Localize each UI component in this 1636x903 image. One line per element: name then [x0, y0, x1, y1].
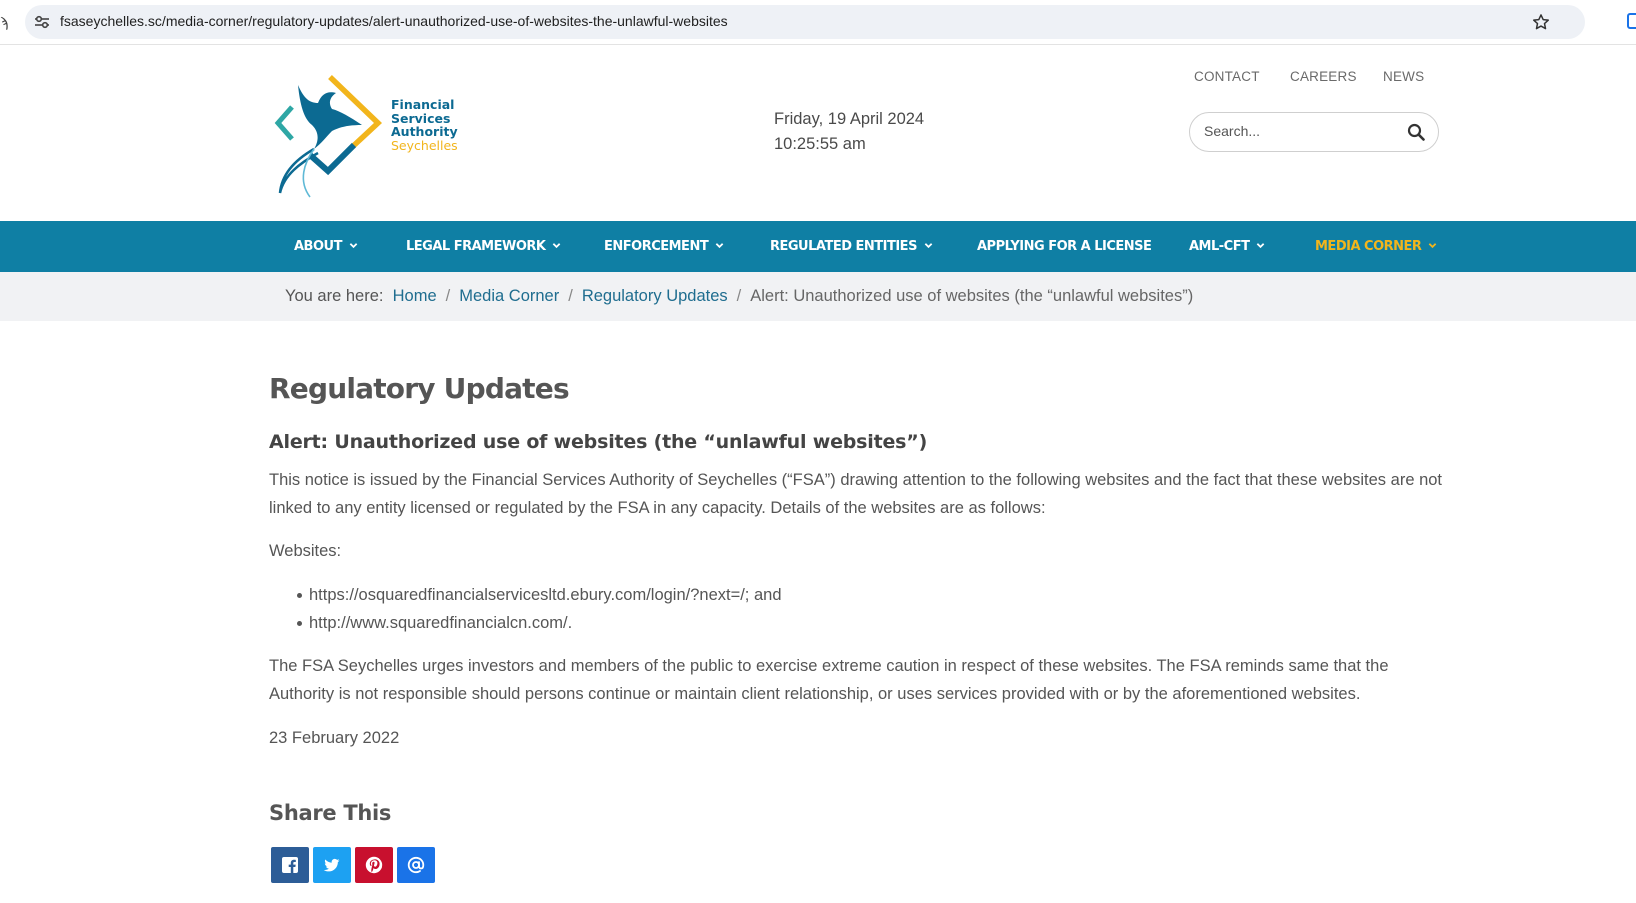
extension-icon[interactable] [1627, 12, 1636, 32]
breadcrumb-prefix: You are here: [285, 287, 384, 305]
websites-list [309, 581, 782, 637]
browser-left-edge: ϡ [0, 14, 9, 30]
share-facebook-button[interactable] [271, 847, 309, 883]
intro-paragraph: This notice is issued by the Financial Services Authority of Seychelles (“FSA”) drawing attention to the following websites and the fact that these websites are not linked to any entity licensed or regulated by the FSA in any capacity. Details of the websites are as follows: [269, 471, 1443, 517]
logo-line-3: Authority [391, 124, 458, 139]
top-link-news[interactable]: NEWS [1383, 69, 1425, 84]
top-link-careers[interactable]: CAREERS [1290, 69, 1357, 84]
header-datetime [774, 107, 924, 157]
breadcrumb-current: Alert: Unauthorized use of websites (the “unlawful websites”) [750, 287, 1194, 305]
chevron-down-icon [552, 241, 561, 250]
nav-item-legal-framework[interactable] [406, 221, 561, 272]
breadcrumb-separator: / [445, 287, 451, 305]
nav-item-applying-for-a-license[interactable] [977, 221, 1151, 272]
browser-address-bar [0, 0, 1636, 45]
facebook-icon [281, 856, 299, 874]
chevron-down-icon [924, 241, 933, 250]
url-pill[interactable] [25, 5, 1585, 39]
article-title: Alert: Unauthorized use of websites (the “unlawful websites”) [269, 431, 928, 453]
chevron-down-icon [349, 241, 358, 250]
logo-line-2: Services [391, 110, 451, 126]
nav-item-aml-cft[interactable] [1189, 221, 1265, 272]
pinterest-icon [365, 856, 383, 874]
search-box [1189, 112, 1439, 152]
nav-label-legal-framework: LEGAL FRAMEWORK [406, 239, 546, 254]
list-item: https://osquaredfinancialservicesltd.ebury.com/login/?next=/; and [309, 581, 782, 609]
breadcrumb-link-regulatory-updates[interactable]: Regulatory Updates [581, 287, 728, 305]
nav-item-regulated-entities[interactable] [770, 221, 933, 272]
nav-label-about: ABOUT [294, 239, 342, 254]
logo-line-4: Seychelles [391, 137, 458, 153]
bookmark-star-icon[interactable] [1531, 12, 1551, 32]
url-text[interactable]: fsaseychelles.sc/media-corner/regulatory-updates/alert-unauthorized-use-of-websites-the-unlawful-websites [60, 13, 728, 29]
page-title: Regulatory Updates [269, 372, 569, 405]
nav-item-enforcement[interactable] [604, 221, 724, 272]
logo-wordmark[interactable] [391, 98, 458, 152]
search-input[interactable] [1204, 123, 1394, 139]
websites-label: Websites: [269, 542, 342, 560]
share-email-button[interactable] [397, 847, 435, 883]
breadcrumb-separator: / [568, 287, 573, 305]
breadcrumb-link-home[interactable]: Home [392, 287, 437, 305]
chevron-down-icon [1428, 241, 1437, 250]
email-icon [407, 856, 425, 874]
chevron-down-icon [1256, 241, 1265, 250]
breadcrumb-link-media-corner[interactable]: Media Corner [459, 287, 560, 305]
logo-line-1: Financial [391, 97, 455, 112]
main-nav [0, 221, 1636, 272]
nav-label-media-corner: MEDIA CORNER [1315, 239, 1422, 254]
search-icon[interactable] [1407, 123, 1425, 141]
top-link-contact[interactable]: CONTACT [1194, 69, 1260, 84]
header-date: Friday, 19 April 2024 [774, 110, 925, 128]
nav-item-about[interactable] [294, 221, 358, 272]
share-pinterest-button[interactable] [355, 847, 393, 883]
header-time: 10:25:55 am [774, 135, 866, 153]
nav-label-applying-for-a-license: APPLYING FOR A LICENSE [977, 239, 1152, 254]
chevron-down-icon [715, 241, 724, 250]
breadcrumb-bar [0, 272, 1636, 321]
breadcrumb [285, 287, 1193, 306]
nav-label-enforcement: ENFORCEMENT [604, 239, 709, 254]
warning-paragraph: The FSA Seychelles urges investors and members of the public to exercise extreme caution in respect of these websites. The FSA reminds same that the Authority is not responsible should persons continue or maintain client relationship, or uses services provided with or by the aforementioned websites. [269, 657, 1389, 703]
nav-item-media-corner[interactable] [1315, 221, 1437, 272]
breadcrumb-separator: / [736, 287, 742, 305]
article-date: 23 February 2022 [269, 729, 400, 747]
nav-label-aml-cft: AML-CFT [1189, 239, 1250, 254]
nav-label-regulated-entities: REGULATED ENTITIES [770, 239, 917, 254]
share-title: Share This [269, 801, 392, 825]
share-twitter-button[interactable] [313, 847, 351, 883]
site-info-icon[interactable] [34, 15, 50, 29]
list-item: http://www.squaredfinancialcn.com/. [309, 609, 782, 637]
twitter-icon [323, 856, 341, 874]
